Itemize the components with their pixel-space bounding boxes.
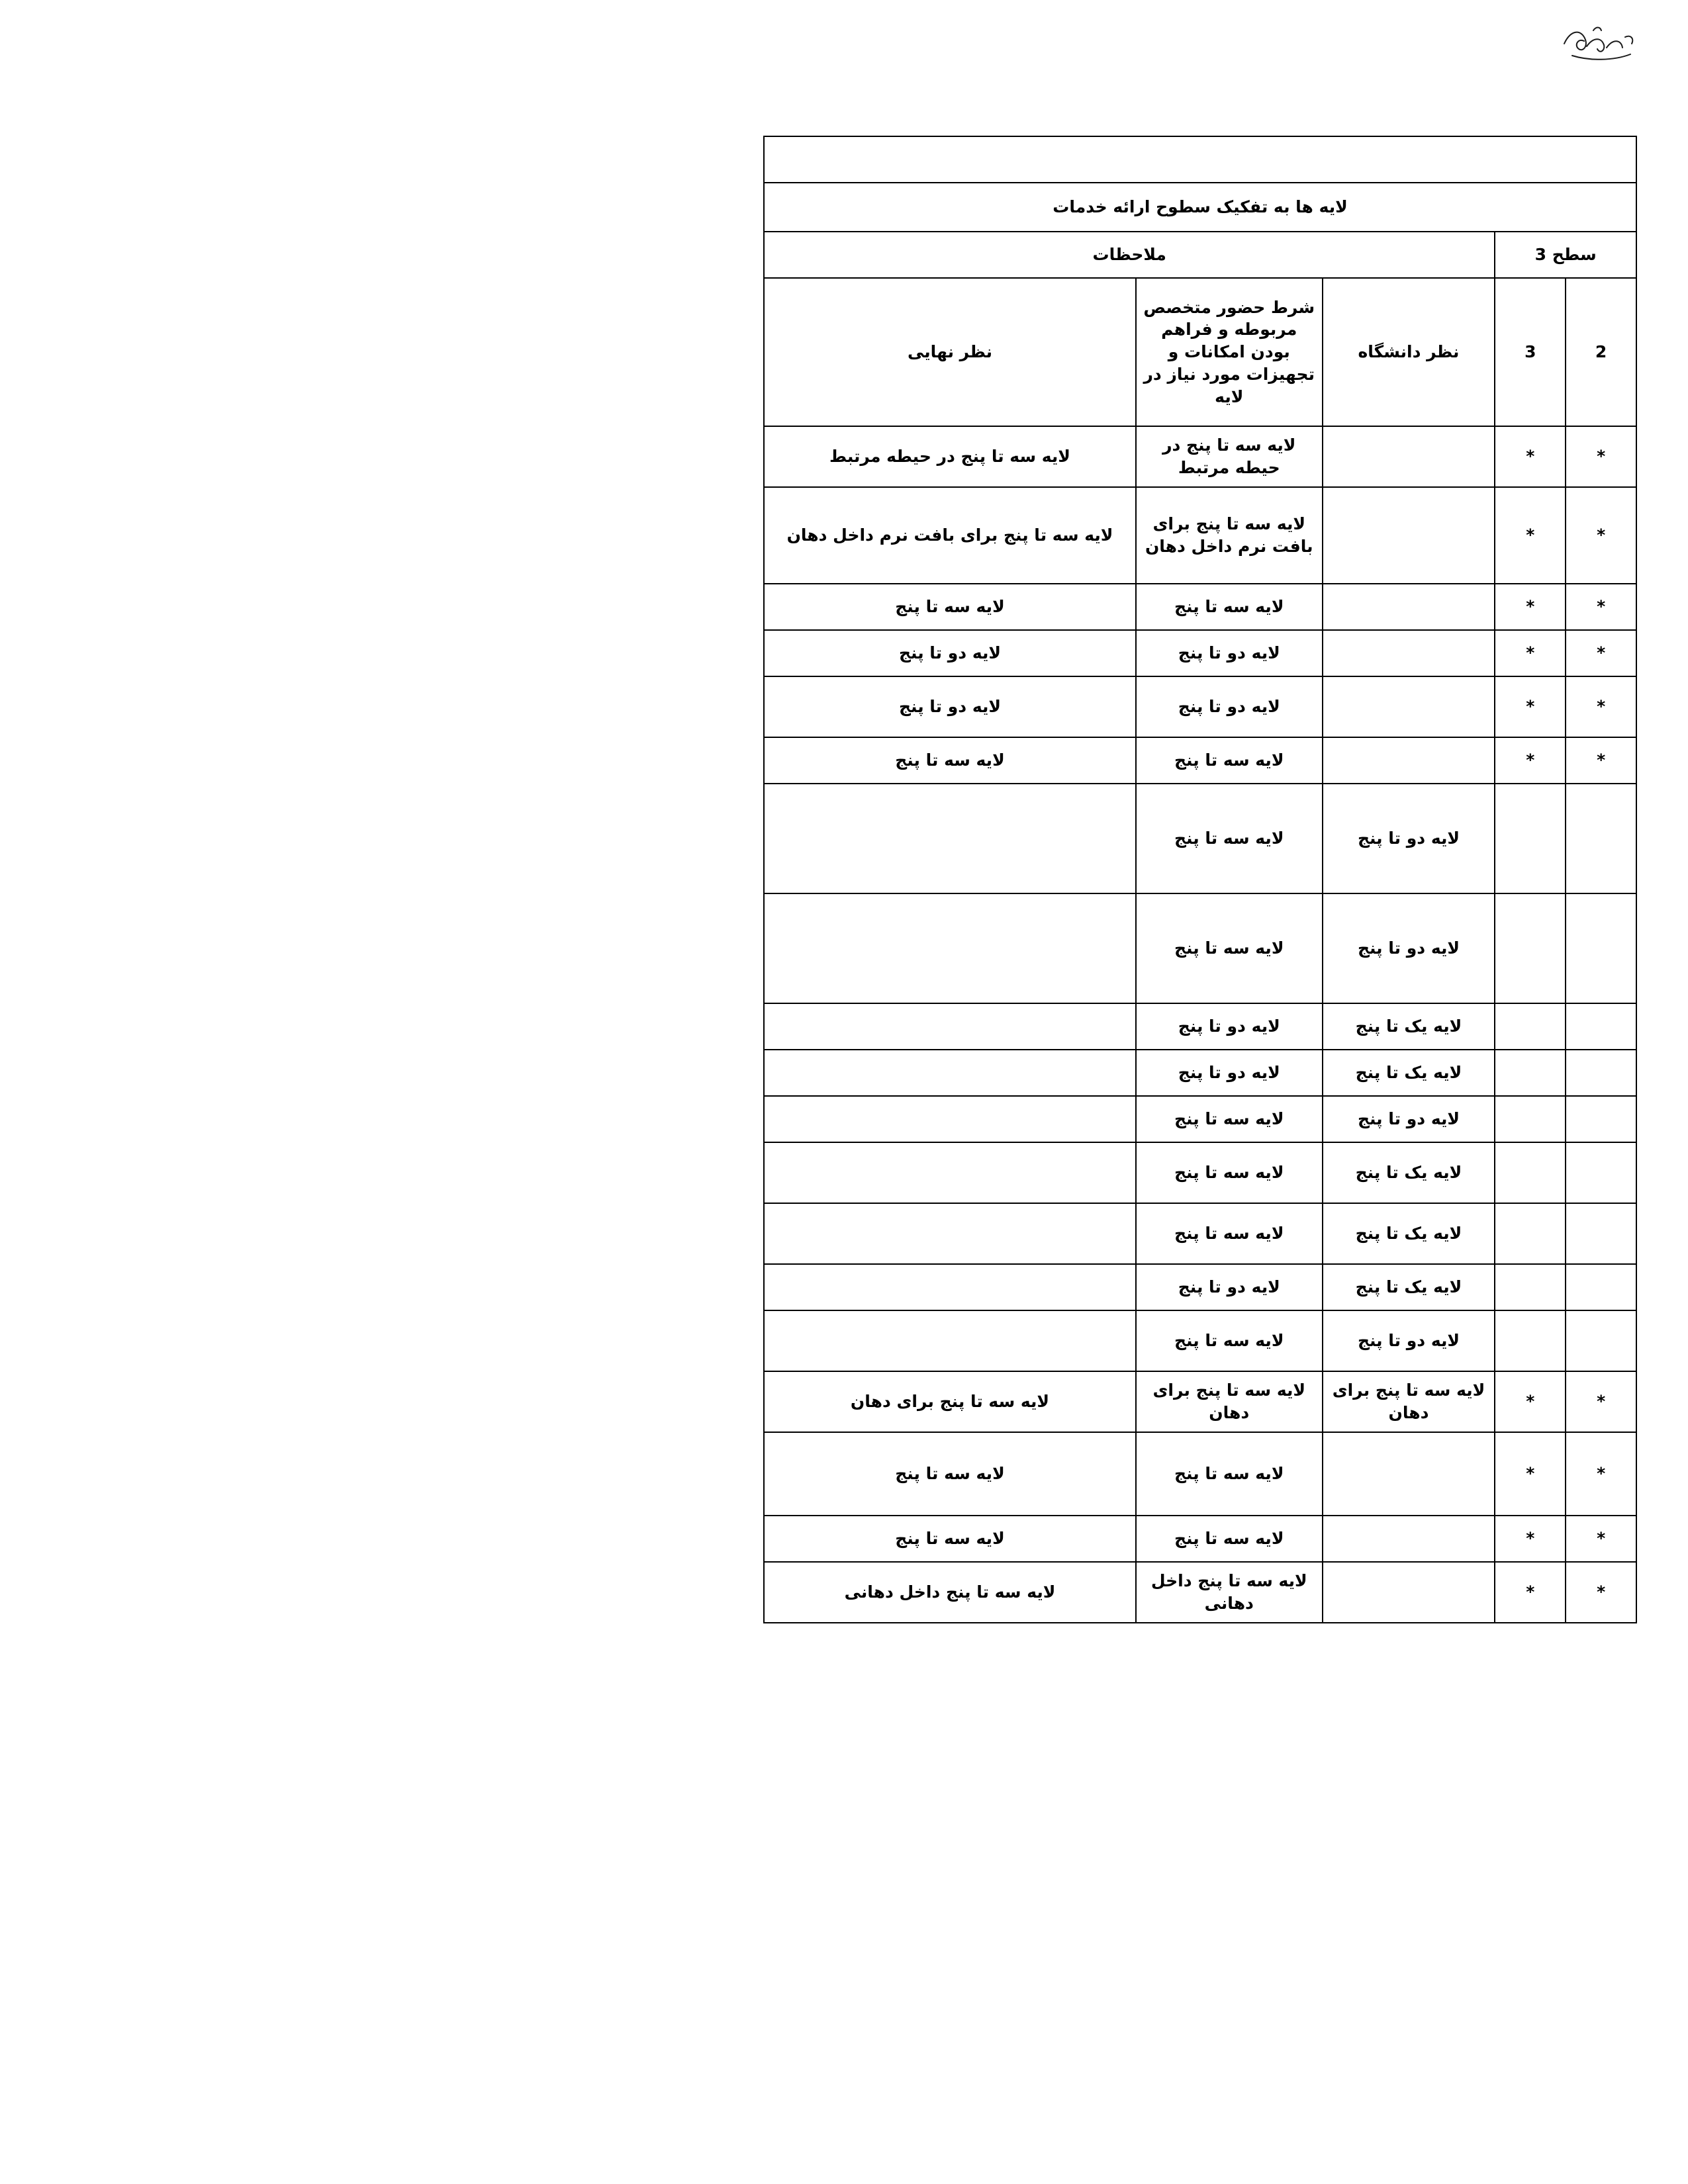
cell-final-opinion: لایه سه تا پنج (764, 1516, 1136, 1562)
handwritten-logo (1549, 12, 1648, 75)
cell-condition: لایه سه تا پنج برای بافت نرم داخل دهان (1136, 487, 1323, 584)
cell-final-opinion (764, 1096, 1136, 1142)
cell-final-opinion (764, 1050, 1136, 1096)
cell-level2: * (1566, 584, 1636, 630)
cell-final-opinion (764, 893, 1136, 1003)
cell-level2 (1566, 784, 1636, 893)
cell-university-opinion (1323, 487, 1495, 584)
cell-level3: * (1495, 1432, 1566, 1516)
cell-final-opinion (764, 1142, 1136, 1203)
cell-level2: * (1566, 630, 1636, 676)
title-row (764, 183, 1636, 232)
cell-university-opinion: لایه دو تا پنج (1323, 1096, 1495, 1142)
cell-level2: * (1566, 1516, 1636, 1562)
cell-condition: لایه دو تا پنج (1136, 676, 1323, 737)
cell-level2: * (1566, 676, 1636, 737)
cell-level2 (1566, 1310, 1636, 1371)
cell-level2 (1566, 1003, 1636, 1050)
cell-university-opinion: لایه یک تا پنج (1323, 1142, 1495, 1203)
cell-condition: لایه سه تا پنج (1136, 737, 1323, 784)
cell-level2 (1566, 1203, 1636, 1264)
cell-condition: لایه سه تا پنج داخل دهانی (1136, 1562, 1323, 1623)
cell-level3 (1495, 1003, 1566, 1050)
cell-condition: لایه دو تا پنج (1136, 630, 1323, 676)
cell-level2: * (1566, 487, 1636, 584)
cell-level3 (1495, 784, 1566, 893)
cell-university-opinion (1323, 737, 1495, 784)
cell-university-opinion: لایه دو تا پنج (1323, 784, 1495, 893)
cell-condition: لایه دو تا پنج (1136, 1050, 1323, 1096)
group-header-notes: ملاحظات (764, 232, 1495, 278)
cell-level3 (1495, 1096, 1566, 1142)
cell-condition: لایه سه تا پنج (1136, 1096, 1323, 1142)
cell-level2: * (1566, 1562, 1636, 1623)
cell-level3: * (1495, 426, 1566, 487)
cell-level2 (1566, 1050, 1636, 1096)
column-header-level3: 3 (1495, 278, 1566, 426)
table-row (764, 1096, 1636, 1142)
services-levels-table (763, 136, 1637, 1623)
table-row (764, 893, 1636, 1003)
cell-level2 (1566, 1264, 1636, 1310)
cell-final-opinion: لایه سه تا پنج در حیطه مرتبط (764, 426, 1136, 487)
cell-university-opinion (1323, 1562, 1495, 1623)
cell-condition: لایه دو تا پنج (1136, 1003, 1323, 1050)
column-header-condition: شرط حضور متخصص مربوطه و فراهم بودن امکانات و تجهیزات مورد نیاز در لایه (1136, 278, 1323, 426)
cell-level2: * (1566, 737, 1636, 784)
table-row (764, 1003, 1636, 1050)
group-header-row (764, 232, 1636, 278)
cell-university-opinion (1323, 1432, 1495, 1516)
cell-final-opinion (764, 1310, 1136, 1371)
cell-final-opinion: لایه سه تا پنج (764, 737, 1136, 784)
table-row (764, 426, 1636, 487)
cell-final-opinion: لایه سه تا پنج (764, 584, 1136, 630)
cell-level3: * (1495, 1371, 1566, 1432)
cell-level3: * (1495, 676, 1566, 737)
cell-condition: لایه سه تا پنج (1136, 1203, 1323, 1264)
cell-final-opinion: لایه سه تا پنج برای بافت نرم داخل دهان (764, 487, 1136, 584)
cell-level3: * (1495, 630, 1566, 676)
cell-university-opinion (1323, 426, 1495, 487)
table-row (764, 676, 1636, 737)
cell-condition: لایه سه تا پنج (1136, 1310, 1323, 1371)
table-row (764, 1050, 1636, 1096)
cell-university-opinion: لایه یک تا پنج (1323, 1203, 1495, 1264)
cell-university-opinion (1323, 584, 1495, 630)
table-row (764, 784, 1636, 893)
table-row (764, 1516, 1636, 1562)
column-header-level2: 2 (1566, 278, 1636, 426)
services-levels-table-container (763, 136, 1637, 1623)
cell-university-opinion: لایه سه تا پنج برای دهان (1323, 1371, 1495, 1432)
cell-final-opinion (764, 1203, 1136, 1264)
cell-university-opinion: لایه یک تا پنج (1323, 1264, 1495, 1310)
table-title: لایه ها به تفکیک سطوح ارائه خدمات (764, 183, 1636, 232)
table-body (764, 136, 1636, 1623)
table-row (764, 584, 1636, 630)
cell-condition: لایه دو تا پنج (1136, 1264, 1323, 1310)
cell-level2: * (1566, 1371, 1636, 1432)
cell-level3: * (1495, 1562, 1566, 1623)
cell-level3: * (1495, 1516, 1566, 1562)
cell-final-opinion: لایه سه تا پنج (764, 1432, 1136, 1516)
table-row (764, 1203, 1636, 1264)
cell-level2: * (1566, 426, 1636, 487)
group-header-levels: سطح 3 (1495, 232, 1636, 278)
cell-final-opinion (764, 1264, 1136, 1310)
table-row (764, 1264, 1636, 1310)
cell-level3 (1495, 1203, 1566, 1264)
cell-level2 (1566, 893, 1636, 1003)
column-header-university-opinion: نظر دانشگاه (1323, 278, 1495, 426)
cell-level3 (1495, 1264, 1566, 1310)
banner-row (764, 136, 1636, 183)
cell-final-opinion (764, 1003, 1136, 1050)
cell-university-opinion: لایه دو تا پنج (1323, 1310, 1495, 1371)
cell-university-opinion: لایه دو تا پنج (1323, 893, 1495, 1003)
column-header-row (764, 278, 1636, 426)
cell-university-opinion (1323, 676, 1495, 737)
cell-final-opinion: لایه سه تا پنج داخل دهانی (764, 1562, 1136, 1623)
cell-level3 (1495, 893, 1566, 1003)
cell-condition: لایه سه تا پنج در حیطه مرتبط (1136, 426, 1323, 487)
cell-condition: لایه سه تا پنج (1136, 1516, 1323, 1562)
cell-final-opinion: لایه دو تا پنج (764, 630, 1136, 676)
cell-level3 (1495, 1142, 1566, 1203)
cell-university-opinion (1323, 1516, 1495, 1562)
cell-condition: لایه سه تا پنج (1136, 893, 1323, 1003)
table-row (764, 1371, 1636, 1432)
column-header-final-opinion: نظر نهایی (764, 278, 1136, 426)
table-banner (764, 136, 1636, 183)
cell-final-opinion: لایه دو تا پنج (764, 676, 1136, 737)
cell-university-opinion: لایه یک تا پنج (1323, 1003, 1495, 1050)
table-row (764, 1310, 1636, 1371)
cell-level2 (1566, 1142, 1636, 1203)
cell-level3 (1495, 1310, 1566, 1371)
cell-condition: لایه سه تا پنج (1136, 584, 1323, 630)
table-row (764, 487, 1636, 584)
cell-final-opinion (764, 784, 1136, 893)
cell-level3: * (1495, 487, 1566, 584)
cell-university-opinion (1323, 630, 1495, 676)
table-row (764, 1142, 1636, 1203)
cell-university-opinion: لایه یک تا پنج (1323, 1050, 1495, 1096)
cell-final-opinion: لایه سه تا پنج برای دهان (764, 1371, 1136, 1432)
cell-condition: لایه سه تا پنج برای دهان (1136, 1371, 1323, 1432)
cell-condition: لایه سه تا پنج (1136, 1142, 1323, 1203)
table-row (764, 1562, 1636, 1623)
cell-level3: * (1495, 584, 1566, 630)
cell-level3: * (1495, 737, 1566, 784)
cell-level2 (1566, 1096, 1636, 1142)
table-row (764, 737, 1636, 784)
cell-condition: لایه سه تا پنج (1136, 784, 1323, 893)
cell-condition: لایه سه تا پنج (1136, 1432, 1323, 1516)
table-row (764, 1432, 1636, 1516)
cell-level3 (1495, 1050, 1566, 1096)
table-row (764, 630, 1636, 676)
cell-level2: * (1566, 1432, 1636, 1516)
